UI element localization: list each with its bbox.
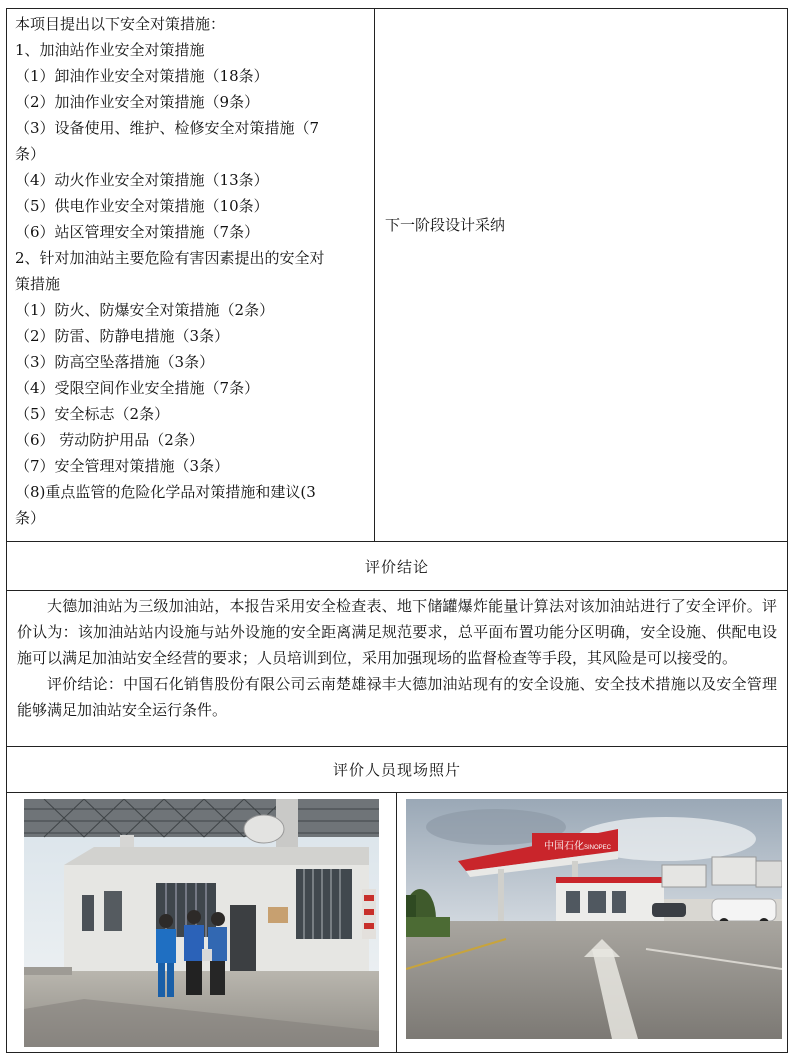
- conclusion-heading: 评价结论: [364, 557, 429, 576]
- conclusion-body: [7, 593, 787, 723]
- adoption-cell: [375, 9, 787, 541]
- adoption-text: 下一阶段设计采纳: [385, 216, 506, 234]
- site-photo-station: [406, 799, 782, 1039]
- conclusion-paragraph: 评价结论：中国石化销售股份有限公司云南楚雄禄丰大德加油站现有的安全设施、安全技术措施以及安全管理能够满足加油站安全运行条件。: [17, 675, 777, 719]
- s2-item: （4）受限空间作业安全措施（7条）: [15, 379, 260, 397]
- s2-item: 条）: [15, 509, 46, 527]
- s1-item: （2）加油作业安全对策措施（9条）: [15, 93, 260, 111]
- canopy-sign-cn: 中国石化: [544, 841, 584, 852]
- site-photo-staff: [24, 799, 379, 1047]
- photos-row: [7, 793, 787, 1052]
- s1-item: （4）动火作业安全对策措施（13条）: [15, 171, 269, 189]
- s2-item: （8)重点监管的危险化学品对策措施和建议(3: [15, 483, 316, 501]
- photos-heading: 评价人员现场照片: [332, 761, 461, 779]
- s2-item: （1）防火、防爆安全对策措施（2条）: [15, 301, 275, 319]
- s2-item: （6） 劳动防护用品（2条）: [15, 431, 204, 449]
- s2-item: （2）防雷、防静电措施（3条）: [15, 327, 230, 345]
- section1-title: 1、加油站作业安全对策措施: [15, 41, 205, 59]
- s1-item: （5）供电作业安全对策措施（10条）: [15, 197, 269, 215]
- conclusion-heading-row: [7, 542, 787, 591]
- measures-intro: 本项目提出以下安全对策措施：: [15, 15, 226, 33]
- s2-item: （5）安全标志（2条）: [15, 405, 170, 423]
- canopy-sign-en: SINOPEC: [584, 845, 612, 851]
- s1-item: （6）站区管理安全对策措施（7条）: [15, 223, 260, 241]
- photo-cell-right: [397, 793, 787, 1052]
- measures-row: [7, 9, 787, 542]
- document-table: [6, 8, 788, 1053]
- s1-item: （3）设备使用、维护、检修安全对策措施（7: [15, 119, 320, 137]
- photo-cell-left: [7, 793, 397, 1052]
- measures-list: [7, 9, 375, 541]
- photos-heading-row: [7, 747, 787, 793]
- s2-item: （7）安全管理对策措施（3条）: [15, 457, 230, 475]
- section2-title-cont: 策措施: [15, 275, 61, 293]
- section2-title: 2、针对加油站主要危险有害因素提出的安全对: [15, 249, 325, 267]
- s2-item: （3）防高空坠落措施（3条）: [15, 353, 215, 371]
- conclusion-body-row: [7, 591, 787, 747]
- s1-item: 条）: [15, 145, 46, 163]
- s1-item: （1）卸油作业安全对策措施（18条）: [15, 67, 269, 85]
- conclusion-paragraph: 大德加油站为三级加油站，本报告采用安全检查表、地下储罐爆炸能量计算法对该加油站进行了安全评价。评价认为：该加油站站内设施与站外设施的安全距离满足规范要求，总平面布置功能分区明确，安全设施、供配电设施可以满足加油站安全经营的要求；人员培训到位，采用加强现场的监督检查等手段，其风险是可以接受的。: [17, 597, 777, 667]
